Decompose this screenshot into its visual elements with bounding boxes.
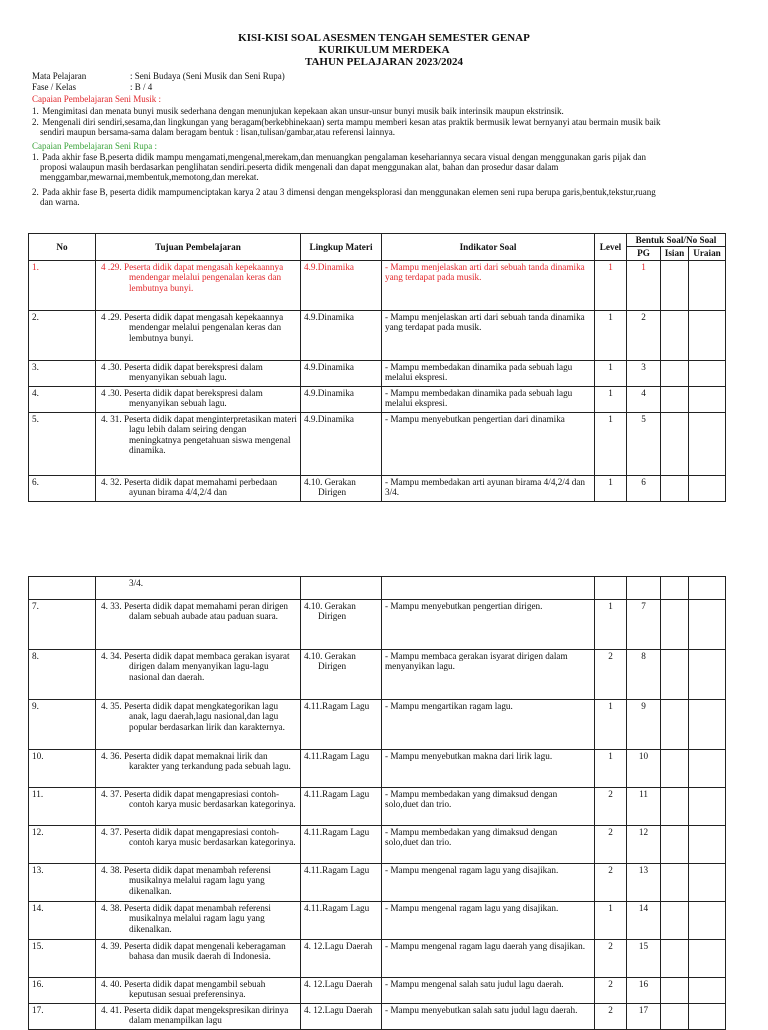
table-row [29,600,726,650]
cell-isian [661,360,689,386]
table-row [29,902,726,940]
cell-isian [661,577,689,600]
cell-level: 1 [595,386,627,412]
cell-level: 2 [595,940,627,978]
table-row [29,1004,726,1030]
cell-uraian [689,475,726,501]
cell-indikator: - Mampu membedakan arti ayunan birama 4/4,2/4 dan 3/4. [382,475,595,501]
capaian-rupa-p1: 1. Pada akhir fase B,peserta didik mampu mengamati,mengenal,merekam,dan menuangkan pengalaman kesehariannya secara visual dengan menggunakan garis pijak dan proposi walaupun masih berdasarkan penglihatan sendiri.peserta didik mengenali dan dapat menggunakan alat, bahan dan prosedur dasar dalam menggambar,mewarnai,membentuk,memotong,dan merekat. [32,152,647,182]
cell-level: 1 [595,700,627,750]
cell-no: 11. [29,788,96,826]
cell-level: 2 [595,826,627,864]
cell-level: 1 [595,750,627,788]
cell-indikator: - Mampu menyebutkan pengertian dari dinamika [382,412,595,475]
table-row [29,412,726,475]
cell-isian [661,260,689,310]
cell-no: 15. [29,940,96,978]
cell-indikator: - Mampu menjelaskan arti dari sebuah tanda dinamika yang terdapat pada musik. [382,310,595,360]
cell-pg: 4 [627,386,661,412]
cell-pg: 12 [627,826,661,864]
th-uraian: Uraian [689,247,726,260]
cell-tujuan: 4 .29. Peserta didik dapat mengasah kepekaannya mendengar melalui pengenalan keras dan lembutnya bunyi. [96,260,301,310]
cell-level: 1 [595,902,627,940]
cell-lingkup: 4.11.Ragam Lagu [301,902,382,940]
capaian-musik-p2: 2. Mengenali diri sendiri,sesama,dan lingkungan yang beragam(berkebhinekaan) serta mampu memberi kesan atas praktik bermusik lewat bernyanyi atau bermain musik baik sendiri maupun bersama-sama dalam beragam bentuk : lisan,tulisan/gambar,atau referensi lainnya. [32,117,661,137]
cell-pg: 11 [627,788,661,826]
cell-indikator: - Mampu menyebutkan pengertian dirigen. [382,600,595,650]
cell-lingkup: 4.9.Dinamika [301,260,382,310]
cell-tujuan: 4. 36. Peserta didik dapat memaknai lirik dan karakter yang terkandung pada sebuah lagu. [96,750,301,788]
table-row [29,360,726,386]
table-row [29,700,726,750]
doc-title-line2: KURIKULUM MERDEKA [318,44,450,56]
cell-no [29,577,96,600]
cell-tujuan: 4. 38. Peserta didik dapat menambah referensi musikalnya melalui ragam lagu yang dikenalkan. [96,864,301,902]
cell-pg: 6 [627,475,661,501]
cell-lingkup: 4.11.Ragam Lagu [301,826,382,864]
th-tujuan: Tujuan Pembelajaran [96,234,301,261]
cell-lingkup: 4.10. Gerakan Dirigen [301,475,382,501]
cell-uraian [689,902,726,940]
cell-level: 2 [595,1004,627,1030]
cell-uraian [689,412,726,475]
doc-title-line1: KISI-KISI SOAL ASESMEN TENGAH SEMESTER GENAP [238,32,530,44]
cell-uraian [689,310,726,360]
info-mapel [32,71,285,81]
cell-uraian [689,600,726,650]
cell-level: 1 [595,360,627,386]
cell-indikator: - Mampu menyebutkan salah satu judul lagu daerah. [382,1004,595,1030]
table-row [29,978,726,1004]
cell-pg: 7 [627,600,661,650]
cell-isian [661,310,689,360]
cell-lingkup: 4. 12.Lagu Daerah [301,940,382,978]
cell-no: 8. [29,650,96,700]
cell-tujuan: 4 .29. Peserta didik dapat mengasah kepekaannya mendengar melalui pengenalan keras dan lembutnya bunyi. [96,310,301,360]
cell-tujuan: 4 .30. Peserta didik dapat berekspresi dalam menyanyikan sebuah lagu. [96,386,301,412]
table-row [29,310,726,360]
capaian-rupa-p2: 2. Pada akhir fase B, peserta didik mampumenciptakan karya 2 atau 3 dimensi dengan mengeksplorasi dan menggunakan elemen seni rupa berupa garis,bentuk,tekstur,ruang dan warna. [32,187,656,207]
cell-isian [661,650,689,700]
cell-no: 17. [29,1004,96,1030]
table-row [29,386,726,412]
cell-uraian [689,788,726,826]
cell-tujuan: 4. 35. Peserta didik dapat mengkategorikan lagu anak, lagu daerah,lagu nasional,dan lagu popular berdasarkan lirik dan karakternya. [96,700,301,750]
cell-lingkup: 4. 12.Lagu Daerah [301,978,382,1004]
cell-isian [661,864,689,902]
fase-value: : B / 4 [130,82,153,92]
cell-tujuan: 4. 31. Peserta didik dapat menginterpretasikan materi lagu lebih dalam seiring dengan meningkatnya pengetahuan siswa mengenal dinamika. [96,412,301,475]
cell-tujuan: 4. 39. Peserta didik dapat mengenali keberagaman bahasa dan musik daerah di Indonesia. [96,940,301,978]
cell-indikator [382,577,595,600]
cell-tujuan: 4. 40. Peserta didik dapat mengambil sebuah keputusan sesuai preferensinya. [96,978,301,1004]
cell-isian [661,700,689,750]
cell-lingkup: 4.9.Dinamika [301,412,382,475]
info-fase [32,82,152,92]
cell-lingkup: 4.11.Ragam Lagu [301,750,382,788]
cell-pg: 8 [627,650,661,700]
cell-no: 12. [29,826,96,864]
table-row [29,788,726,826]
cell-isian [661,750,689,788]
cell-pg: 5 [627,412,661,475]
doc-title-line3: TAHUN PELAJARAN 2023/2024 [304,56,464,68]
cell-level [595,577,627,600]
cell-isian [661,788,689,826]
cell-pg: 3 [627,360,661,386]
cell-pg: 13 [627,864,661,902]
cell-isian [661,412,689,475]
cell-tujuan: 3/4. [96,577,301,600]
th-no: No [29,234,96,261]
th-indikator: Indikator Soal [382,234,595,261]
cell-no: 2. [29,310,96,360]
table-row [29,826,726,864]
cell-isian [661,1004,689,1030]
cell-uraian [689,700,726,750]
cell-isian [661,826,689,864]
cell-lingkup: 4.9.Dinamika [301,310,382,360]
cell-indikator: - Mampu membedakan dinamika pada sebuah lagu melalui ekspresi. [382,386,595,412]
cell-tujuan: 4 .30. Peserta didik dapat berekspresi dalam menyanyikan sebuah lagu. [96,360,301,386]
kisi-table-page2 [28,576,726,1030]
cell-tujuan: 4. 38. Peserta didik dapat menambah referensi musikalnya melalui ragam lagu yang dikenalkan. [96,902,301,940]
cell-no: 10. [29,750,96,788]
cell-no: 4. [29,386,96,412]
cell-lingkup: 4.11.Ragam Lagu [301,700,382,750]
cell-indikator: - Mampu mengenal ragam lagu yang disajikan. [382,902,595,940]
cell-level: 1 [595,475,627,501]
cell-uraian [689,940,726,978]
capaian-musik-p1: 1. Mengimitasi dan menata bunyi musik sederhana dengan menunjukan kepekaan akan unsur-unsur bunyi musik baik interinsik maupun ekstrinsik. [32,106,564,116]
cell-no: 16. [29,978,96,1004]
cell-level: 1 [595,310,627,360]
capaian-rupa-heading: Capaian Pembelajaran Seni Rupa : [32,141,157,151]
cell-pg: 16 [627,978,661,1004]
table-row-continued [29,577,726,600]
cell-indikator: - Mampu menjelaskan arti dari sebuah tanda dinamika yang terdapat pada musik. [382,260,595,310]
th-level: Level [595,234,627,261]
cell-uraian [689,978,726,1004]
mapel-value: : Seni Budaya (Seni Musik dan Seni Rupa) [130,71,285,81]
table-row [29,475,726,501]
cell-lingkup: 4. 12.Lagu Daerah [301,1004,382,1030]
kisi-table-page1 [28,233,726,502]
cell-indikator: - Mampu mengenal salah satu judul lagu daerah. [382,978,595,1004]
cell-lingkup: 4.9.Dinamika [301,360,382,386]
cell-uraian [689,360,726,386]
th-isian: Isian [661,247,689,260]
cell-indikator: - Mampu menyebutkan makna dari lirik lagu. [382,750,595,788]
th-lingkup: Lingkup Materi [301,234,382,261]
cell-uraian [689,864,726,902]
cell-indikator: - Mampu mengartikan ragam lagu. [382,700,595,750]
table-row [29,750,726,788]
table-row [29,260,726,310]
cell-lingkup: 4.10. Gerakan Dirigen [301,650,382,700]
cell-lingkup: 4.11.Ragam Lagu [301,788,382,826]
cell-pg: 15 [627,940,661,978]
cell-no: 3. [29,360,96,386]
cell-tujuan: 4. 37. Peserta didik dapat mengapresiasi contoh-contoh karya music berdasarkan kategorinya. [96,826,301,864]
cell-isian [661,600,689,650]
cell-indikator: - Mampu mengenal ragam lagu daerah yang disajikan. [382,940,595,978]
th-bentuk: Bentuk Soal/No Soal [627,234,726,247]
cell-tujuan: 4. 41. Peserta didik dapat mengekspresikan dirinya dalam menampilkan lagu [96,1004,301,1030]
cell-lingkup: 4.11.Ragam Lagu [301,864,382,902]
cell-pg: 14 [627,902,661,940]
table-row [29,864,726,902]
cell-uraian [689,577,726,600]
cell-level: 2 [595,788,627,826]
cell-lingkup: 4.10. Gerakan Dirigen [301,600,382,650]
capaian-musik-heading: Capaian Pembelajaran Seni Musik : [32,94,161,104]
cell-no: 13. [29,864,96,902]
cell-isian [661,902,689,940]
table-row [29,940,726,978]
cell-lingkup [301,577,382,600]
cell-isian [661,978,689,1004]
cell-indikator: - Mampu membaca gerakan isyarat dirigen dalam menyanyikan lagu. [382,650,595,700]
cell-lingkup: 4.9.Dinamika [301,386,382,412]
cell-uraian [689,386,726,412]
cell-tujuan: 4. 37. Peserta didik dapat mengapresiasi contoh-contoh karya music berdasarkan kategorinya. [96,788,301,826]
cell-indikator: - Mampu mengenal ragam lagu yang disajikan. [382,864,595,902]
cell-level: 1 [595,260,627,310]
cell-uraian [689,260,726,310]
cell-level: 2 [595,978,627,1004]
cell-isian [661,386,689,412]
mapel-label: Mata Pelajaran [32,71,87,81]
cell-isian [661,940,689,978]
cell-no: 9. [29,700,96,750]
cell-indikator: - Mampu membedakan yang dimaksud dengan solo,duet dan trio. [382,788,595,826]
fase-label: Fase / Kelas [32,82,76,92]
cell-indikator: - Mampu membedakan dinamika pada sebuah lagu melalui ekspresi. [382,360,595,386]
cell-level: 1 [595,412,627,475]
cell-uraian [689,650,726,700]
cell-uraian [689,826,726,864]
cell-pg: 9 [627,700,661,750]
cell-level: 2 [595,864,627,902]
cell-no: 6. [29,475,96,501]
cell-pg: 17 [627,1004,661,1030]
cell-uraian [689,1004,726,1030]
cell-uraian [689,750,726,788]
cell-no: 7. [29,600,96,650]
cell-isian [661,475,689,501]
cell-tujuan: 4. 34. Peserta didik dapat membaca gerakan isyarat dirigen dalam menyanyikan lagu-lagu nasional dan daerah. [96,650,301,700]
cell-level: 2 [595,650,627,700]
table-row [29,650,726,700]
cell-tujuan: 4. 33. Peserta didik dapat memahami peran dirigen dalam sebuah aubade atau paduan suara. [96,600,301,650]
cell-pg: 2 [627,310,661,360]
cell-tujuan: 4. 32. Peserta didik dapat memahami perbedaan ayunan birama 4/4,2/4 dan [96,475,301,501]
cell-pg [627,577,661,600]
cell-no: 14. [29,902,96,940]
cell-pg: 1 [627,260,661,310]
th-pg: PG [627,247,661,260]
cell-no: 5. [29,412,96,475]
cell-no: 1. [29,260,96,310]
cell-level: 1 [595,600,627,650]
cell-indikator: - Mampu membedakan yang dimaksud dengan solo,duet dan trio. [382,826,595,864]
cell-pg: 10 [627,750,661,788]
